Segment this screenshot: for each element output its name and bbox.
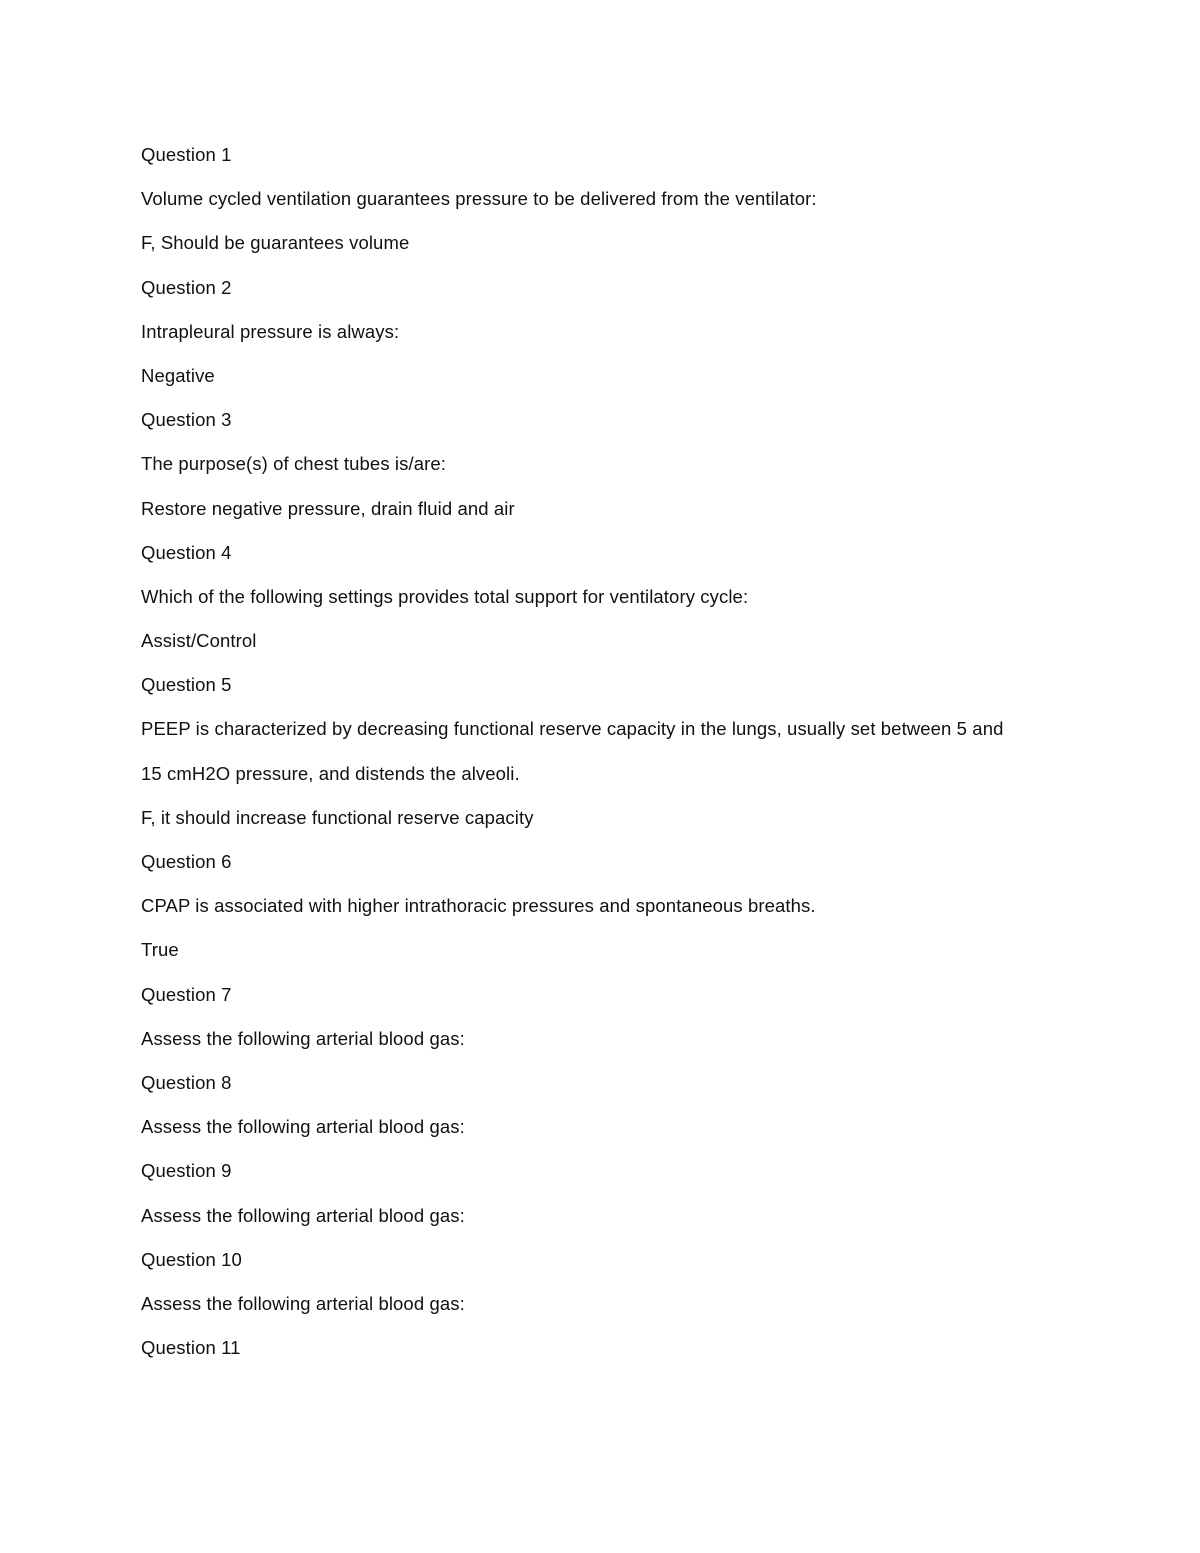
question-heading: Question 9 xyxy=(141,1160,232,1182)
answer-text: F, Should be guarantees volume xyxy=(141,232,410,254)
question-text: CPAP is associated with higher intrathoracic pressures and spontaneous breaths. xyxy=(141,895,816,917)
answer-text: Assist/Control xyxy=(141,630,257,652)
question-text: Assess the following arterial blood gas: xyxy=(141,1204,465,1226)
question-text: Intrapleural pressure is always: xyxy=(141,320,400,342)
question-heading: Question 6 xyxy=(141,851,232,872)
question-heading: Question 8 xyxy=(141,1071,232,1093)
question-text: PEEP is characterized by decreasing functional reserve capacity in the lungs, usually set between 5 and xyxy=(141,718,1004,740)
question-text: 15 cmH2O pressure, and distends the alveoli. xyxy=(141,762,520,784)
question-text: Volume cycled ventilation guarantees pressure to be delivered from the ventilator: xyxy=(141,188,817,210)
question-text: Assess the following arterial blood gas: xyxy=(141,1292,465,1314)
question-heading: Question 10 xyxy=(141,1248,242,1270)
question-text: Which of the following settings provides total support for ventilatory cycle: xyxy=(141,585,749,607)
question-text: The purpose(s) of chest tubes is/are: xyxy=(141,453,446,475)
document-body xyxy=(141,140,1101,1377)
question-heading: Question 7 xyxy=(141,983,232,1005)
question-heading: Question 4 xyxy=(141,541,232,563)
question-heading: Question 1 xyxy=(141,144,232,165)
question-heading: Question 3 xyxy=(141,409,232,431)
answer-text: True xyxy=(141,939,179,961)
question-heading: Question 2 xyxy=(141,276,232,298)
question-text: Assess the following arterial blood gas: xyxy=(141,1027,465,1049)
question-heading: Question 5 xyxy=(141,674,232,696)
question-text: Assess the following arterial blood gas: xyxy=(141,1116,465,1138)
answer-text: Negative xyxy=(141,364,215,386)
answer-text: Restore negative pressure, drain fluid and air xyxy=(141,497,515,519)
answer-text: F, it should increase functional reserve capacity xyxy=(141,806,534,828)
question-heading: Question 11 xyxy=(141,1337,241,1359)
